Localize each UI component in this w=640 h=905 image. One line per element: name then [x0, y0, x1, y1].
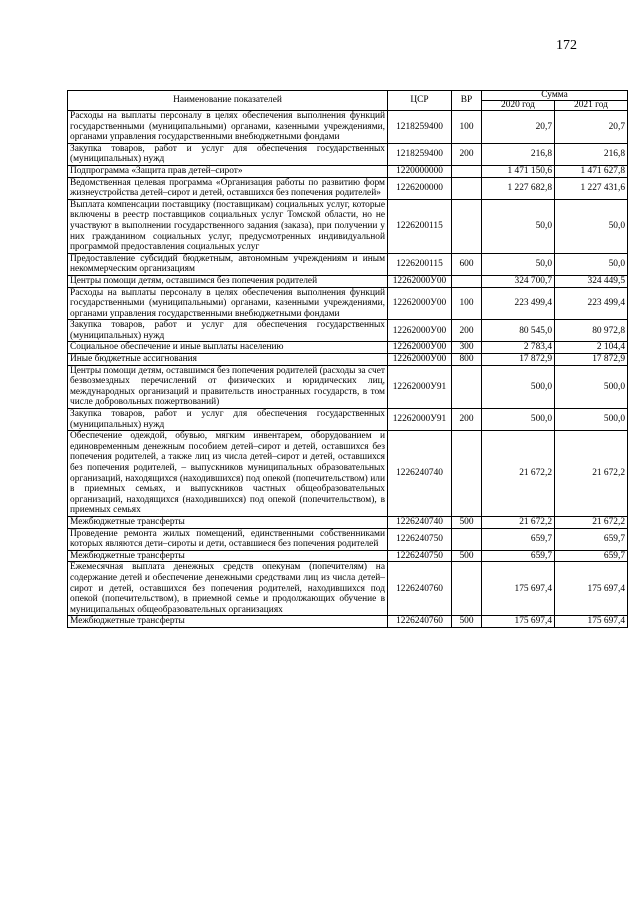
row-vr-cell — [452, 528, 482, 550]
table-row — [68, 287, 628, 320]
row-sum-2021-cell: 223 499,4 — [555, 287, 628, 320]
row-sum-2020-cell: 659,7 — [482, 528, 555, 550]
row-sum-2021-cell: 17 872,9 — [555, 354, 628, 366]
row-csr-cell: 1226240750 — [388, 550, 452, 562]
row-csr-cell: 12262000У00 — [388, 320, 452, 342]
row-vr-cell — [452, 431, 482, 517]
table-row — [68, 516, 628, 528]
header-vr: ВР — [452, 91, 482, 111]
row-csr-cell: 12262000У00 — [388, 354, 452, 366]
row-sum-2020-cell: 500,0 — [482, 409, 555, 431]
row-vr-cell: 200 — [452, 409, 482, 431]
row-sum-2020-cell: 175 697,4 — [482, 616, 555, 628]
row-name-cell: Предоставление субсидий бюджетным, автономным учреждениям и иным некоммерческим организациям — [68, 253, 388, 275]
header-year-2021: 2021 год — [555, 101, 628, 111]
row-csr-cell: 1226240740 — [388, 516, 452, 528]
row-sum-2021-cell: 50,0 — [555, 199, 628, 253]
row-vr-cell — [452, 562, 482, 616]
row-name-cell: Ведомственная целевая программа «Организация работы по развитию форм жизнеустройства детей–сирот и детей, оставшихся без попечения родителей» — [68, 177, 388, 199]
row-name-cell: Обеспечение одеждой, обувью, мягким инвентарем, оборудованием и единовременным денежным пособием детей–сирот и детей, оставшихся без попечения родителей, а также лиц из числа детей–сирот и детей, оставшихся без попечения родителей, – выпускников муниципальных образовательных организаций, находящихся (находившихся) под опекой (попечительством) или в приемных семьях, и выпускников частных общеобразовательных организаций, находящихся (находившихся) под опекой (попечительством), в приемных семьях — [68, 431, 388, 517]
row-name-cell: Межбюджетные трансферты — [68, 616, 388, 628]
row-name-cell: Иные бюджетные ассигнования — [68, 354, 388, 366]
table-row — [68, 354, 628, 366]
row-vr-cell — [452, 199, 482, 253]
table-row — [68, 143, 628, 165]
row-name-cell: Расходы на выплаты персоналу в целях обеспечения выполнения функций государственными (муниципальными) органами, казенными учреждениями, органами управления государственными внебюджетными фондами — [68, 111, 388, 144]
row-vr-cell: 100 — [452, 111, 482, 144]
row-sum-2020-cell: 17 872,9 — [482, 354, 555, 366]
row-sum-2021-cell: 80 972,8 — [555, 320, 628, 342]
row-name-cell: Подпрограмма «Защита прав детей–сирот» — [68, 165, 388, 177]
row-sum-2020-cell: 324 700,7 — [482, 275, 555, 287]
table-row — [68, 177, 628, 199]
row-name-cell: Социальное обеспечение и иные выплаты населению — [68, 342, 388, 354]
table-row — [68, 111, 628, 144]
table-row — [68, 550, 628, 562]
header-sum: Сумма — [482, 91, 628, 101]
row-sum-2020-cell: 1 227 682,8 — [482, 177, 555, 199]
table-row — [68, 431, 628, 517]
row-name-cell: Межбюджетные трансферты — [68, 550, 388, 562]
row-vr-cell: 600 — [452, 253, 482, 275]
row-name-cell: Проведение ремонта жилых помещений, единственными собственниками которых являются дети–сироты и дети, оставшиеся без попечения родителей — [68, 528, 388, 550]
table-row — [68, 562, 628, 616]
row-vr-cell — [452, 177, 482, 199]
row-name-cell: Закупка товаров, работ и услуг для обеспечения государственных (муниципальных) нужд — [68, 320, 388, 342]
table-row — [68, 528, 628, 550]
row-name-cell: Закупка товаров, работ и услуг для обеспечения государственных (муниципальных) нужд — [68, 409, 388, 431]
row-sum-2020-cell: 1 471 150,6 — [482, 165, 555, 177]
row-csr-cell: 1226200000 — [388, 177, 452, 199]
row-sum-2021-cell: 21 672,2 — [555, 516, 628, 528]
row-sum-2021-cell: 500,0 — [555, 409, 628, 431]
row-csr-cell: 12262000У00 — [388, 275, 452, 287]
row-csr-cell: 12262000У00 — [388, 342, 452, 354]
row-vr-cell: 200 — [452, 320, 482, 342]
row-sum-2020-cell: 2 783,4 — [482, 342, 555, 354]
row-name-cell: Межбюджетные трансферты — [68, 516, 388, 528]
table-row — [68, 365, 628, 408]
row-vr-cell: 300 — [452, 342, 482, 354]
row-sum-2020-cell: 21 672,2 — [482, 431, 555, 517]
row-sum-2020-cell: 216,8 — [482, 143, 555, 165]
table-row — [68, 275, 628, 287]
row-sum-2020-cell: 50,0 — [482, 253, 555, 275]
row-sum-2021-cell: 21 672,2 — [555, 431, 628, 517]
row-name-cell: Расходы на выплаты персоналу в целях обеспечения выполнения функций государственными (муниципальными) органами, казенными учреждениями, органами управления государственными внебюджетными фондами — [68, 287, 388, 320]
row-sum-2021-cell: 175 697,4 — [555, 562, 628, 616]
row-sum-2020-cell: 223 499,4 — [482, 287, 555, 320]
row-vr-cell: 200 — [452, 143, 482, 165]
table-body — [68, 111, 628, 628]
row-csr-cell: 12262000У91 — [388, 365, 452, 408]
row-sum-2021-cell: 659,7 — [555, 550, 628, 562]
header-year-2020: 2020 год — [482, 101, 555, 111]
row-sum-2021-cell: 50,0 — [555, 253, 628, 275]
row-sum-2021-cell: 659,7 — [555, 528, 628, 550]
table-row — [68, 165, 628, 177]
row-vr-cell: 500 — [452, 550, 482, 562]
row-sum-2021-cell: 175 697,4 — [555, 616, 628, 628]
row-sum-2020-cell: 175 697,4 — [482, 562, 555, 616]
row-name-cell: Центры помощи детям, оставшимся без попечения родителей (расходы за счет безвозмездных перечислений от физических и юридических лиц, международных организаций и правительств иностранных государств, в том числе добровольных пожертвований) — [68, 365, 388, 408]
row-csr-cell: 1226200115 — [388, 253, 452, 275]
row-sum-2020-cell: 21 672,2 — [482, 516, 555, 528]
row-sum-2021-cell: 2 104,4 — [555, 342, 628, 354]
row-vr-cell: 800 — [452, 354, 482, 366]
row-sum-2020-cell: 20,7 — [482, 111, 555, 144]
row-sum-2021-cell: 1 227 431,6 — [555, 177, 628, 199]
row-csr-cell: 12262000У00 — [388, 287, 452, 320]
row-csr-cell: 1226240750 — [388, 528, 452, 550]
row-name-cell: Ежемесячная выплата денежных средств опекунам (попечителям) на содержание детей и обеспечение денежными средствами лиц из числа детей–сирот и детей, оставшихся без попечения родителей, находившихся под опекой (попечительством), в приемной семье и продолжающих обучение в муниципальных общеобразовательных организациях — [68, 562, 388, 616]
row-sum-2020-cell: 80 545,0 — [482, 320, 555, 342]
row-csr-cell: 1226240740 — [388, 431, 452, 517]
table-row — [68, 253, 628, 275]
header-name: Наименование показателей — [68, 91, 388, 111]
row-vr-cell: 500 — [452, 516, 482, 528]
page-number: 172 — [556, 38, 577, 53]
row-vr-cell — [452, 275, 482, 287]
table-row — [68, 616, 628, 628]
table-row — [68, 409, 628, 431]
row-sum-2020-cell: 659,7 — [482, 550, 555, 562]
row-sum-2020-cell: 50,0 — [482, 199, 555, 253]
table-row — [68, 320, 628, 342]
row-sum-2021-cell: 324 449,5 — [555, 275, 628, 287]
row-sum-2021-cell: 216,8 — [555, 143, 628, 165]
row-name-cell: Закупка товаров, работ и услуг для обеспечения государственных (муниципальных) нужд — [68, 143, 388, 165]
header-csr: ЦСР — [388, 91, 452, 111]
table-row — [68, 199, 628, 253]
row-csr-cell: 1226200115 — [388, 199, 452, 253]
budget-table — [67, 90, 628, 628]
row-csr-cell: 1226240760 — [388, 616, 452, 628]
row-name-cell: Выплата компенсации поставщику (поставщикам) социальных услуг, которые включены в реестр поставщиков социальных услуг Томской области, но не участвуют в выполнении государственного задания (заказа), при получении у них гражданином социальных услуг, предусмотренных индивидуальной программой предоставления социальных услуг — [68, 199, 388, 253]
row-sum-2020-cell: 500,0 — [482, 365, 555, 408]
table-row — [68, 342, 628, 354]
row-sum-2021-cell: 1 471 627,8 — [555, 165, 628, 177]
row-csr-cell: 12262000У91 — [388, 409, 452, 431]
row-csr-cell: 1220000000 — [388, 165, 452, 177]
row-name-cell: Центры помощи детям, оставшимся без попечения родителей — [68, 275, 388, 287]
row-csr-cell: 1218259400 — [388, 143, 452, 165]
row-vr-cell: 100 — [452, 287, 482, 320]
row-csr-cell: 1226240760 — [388, 562, 452, 616]
table-header — [68, 91, 628, 111]
row-vr-cell — [452, 165, 482, 177]
row-sum-2021-cell: 20,7 — [555, 111, 628, 144]
row-vr-cell: 500 — [452, 616, 482, 628]
row-sum-2021-cell: 500,0 — [555, 365, 628, 408]
row-vr-cell — [452, 365, 482, 408]
row-csr-cell: 1218259400 — [388, 111, 452, 144]
